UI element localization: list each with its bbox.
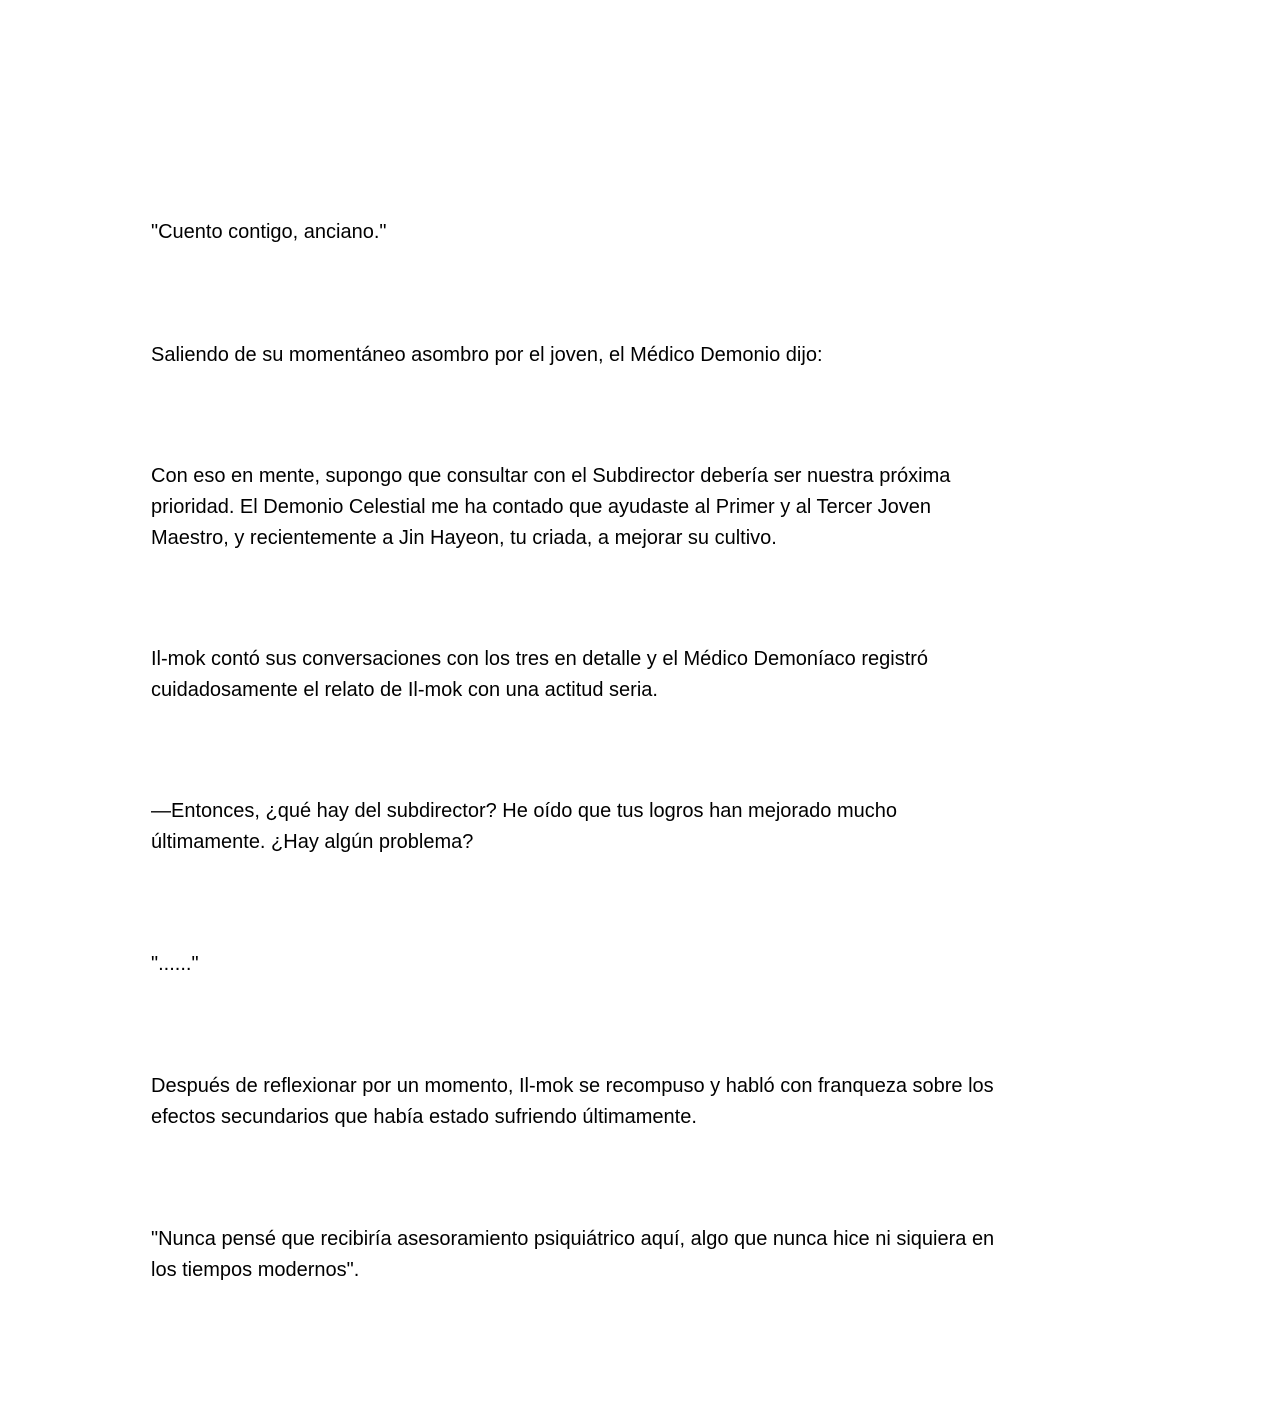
- text-line: los tiempos modernos".: [151, 1259, 360, 1281]
- text-line: —Entonces, ¿qué hay del subdirector? He oído que tus logros han mejorado mucho: [151, 800, 897, 822]
- paragraph-5: [151, 796, 1126, 858]
- text-line: Con eso en mente, supongo que consultar con el Subdirector debería ser nuestra próxima: [151, 465, 951, 487]
- text-line: últimamente. ¿Hay algún problema?: [151, 831, 474, 853]
- paragraph-2: [151, 340, 1126, 371]
- text-line: "Cuento contigo, anciano.": [151, 221, 387, 243]
- text-line: Maestro, y recientemente a Jin Hayeon, tu criada, a mejorar su cultivo.: [151, 527, 777, 549]
- text-line: "Nunca pensé que recibiría asesoramiento psiquiátrico aquí, algo que nunca hice ni siquiera en: [151, 1228, 995, 1250]
- paragraph-8: [151, 1224, 1126, 1286]
- paragraph-1: [151, 217, 1126, 248]
- text-line: Saliendo de su momentáneo asombro por el joven, el Médico Demonio dijo:: [151, 344, 823, 366]
- paragraph-4: [151, 644, 1126, 706]
- paragraph-6: [151, 949, 1126, 980]
- paragraph-7: [151, 1071, 1126, 1133]
- text-line: cuidadosamente el relato de Il-mok con una actitud seria.: [151, 679, 658, 701]
- text-line: "......": [151, 953, 199, 975]
- text-line: Il-mok contó sus conversaciones con los tres en detalle y el Médico Demoníaco registró: [151, 648, 929, 670]
- text-line: prioridad. El Demonio Celestial me ha contado que ayudaste al Primer y al Tercer Joven: [151, 496, 932, 518]
- paragraph-3: [151, 461, 1126, 554]
- text-line: Después de reflexionar por un momento, Il-mok se recompuso y habló con franqueza sobre los: [151, 1075, 994, 1097]
- text-line: efectos secundarios que había estado sufriendo últimamente.: [151, 1106, 697, 1128]
